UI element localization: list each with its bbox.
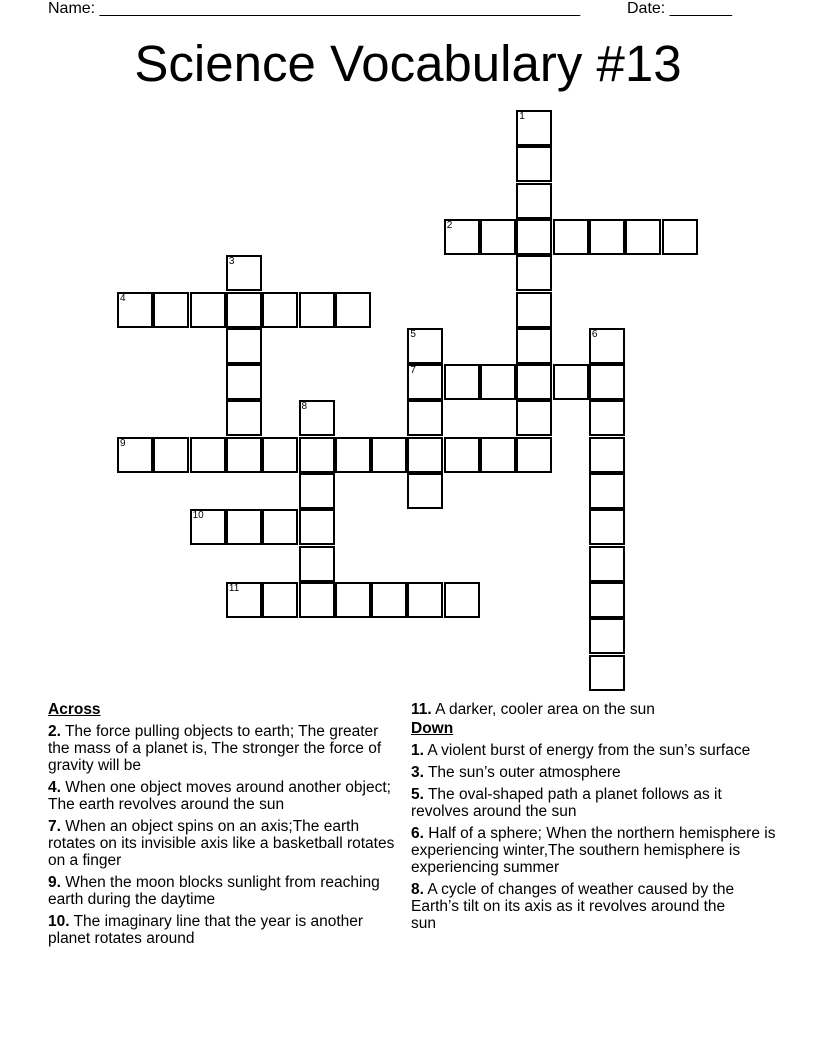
cell-number: 4 (120, 292, 126, 304)
crossword-cell[interactable] (516, 437, 552, 473)
crossword-cell[interactable] (516, 146, 552, 182)
crossword-cell[interactable] (407, 364, 443, 400)
crossword-cell[interactable] (516, 183, 552, 219)
crossword-cell[interactable] (407, 473, 443, 509)
crossword-cell[interactable] (444, 582, 480, 618)
crossword-cell[interactable] (553, 219, 589, 255)
cell-number: 10 (192, 510, 204, 522)
clue-down-1: 1. A violent burst of energy from the sun’s surface (411, 742, 751, 759)
crossword-cell[interactable] (299, 473, 335, 509)
crossword-cell[interactable] (190, 437, 226, 473)
cell-number: 8 (301, 401, 308, 413)
clue-across-7: 7. When an object spins on an axis;The earth rotates on its invisible axis like a basketball rotates on a finger (48, 818, 395, 869)
cell-number: 7 (410, 365, 416, 377)
crossword-cell[interactable] (371, 437, 407, 473)
clue-down-3: 3. The sun’s outer atmosphere (411, 764, 621, 781)
crossword-cell[interactable] (516, 219, 552, 255)
crossword-cell[interactable] (662, 219, 698, 255)
clue-down-6: 6. Half of a sphere; When the northern hemisphere is experiencing winter,The southern hemisphere is experiencing summer (411, 825, 776, 876)
crossword-cell[interactable] (335, 437, 371, 473)
crossword-cell[interactable] (226, 509, 262, 545)
crossword-cell[interactable] (226, 328, 262, 364)
crossword-cell[interactable] (190, 509, 226, 545)
crossword-cell[interactable] (299, 546, 335, 582)
name-field[interactable]: Name: ______________________________________________________ (48, 0, 581, 17)
crossword-cell[interactable] (516, 110, 552, 146)
clue-across-9: 9. When the moon blocks sunlight from reaching earth during the daytime (48, 874, 380, 908)
crossword-cell[interactable] (480, 219, 516, 255)
crossword-cell[interactable] (589, 437, 625, 473)
date-field[interactable]: Date: _______ (627, 0, 732, 17)
clue-across-10: 10. The imaginary line that the year is another planet rotates around (48, 913, 364, 947)
down-heading: Down (411, 720, 454, 737)
clue-across-4: 4. When one object moves around another object; The earth revolves around the sun (48, 779, 391, 813)
crossword-cell[interactable] (226, 255, 262, 291)
crossword-cell[interactable] (516, 292, 552, 328)
crossword-cell[interactable] (444, 437, 480, 473)
crossword-cell[interactable] (589, 400, 625, 436)
crossword-cell[interactable] (407, 328, 443, 364)
crossword-cell[interactable] (589, 509, 625, 545)
clues-column-right (411, 701, 781, 937)
crossword-cell[interactable] (407, 437, 443, 473)
clue-down-8: 8. A cycle of changes of weather caused by the Earth’s tilt on its axis as it revolves around the sun (411, 881, 735, 932)
crossword-cell[interactable] (226, 437, 262, 473)
crossword-cell[interactable] (226, 582, 262, 618)
crossword-cell[interactable] (516, 400, 552, 436)
crossword-cell[interactable] (262, 509, 298, 545)
crossword-cell[interactable] (589, 364, 625, 400)
crossword-cell[interactable] (480, 364, 516, 400)
crossword-cell[interactable] (589, 546, 625, 582)
crossword-cell[interactable] (190, 292, 226, 328)
cell-number: 6 (591, 328, 598, 340)
crossword-cell[interactable] (153, 437, 189, 473)
across-heading: Across (48, 701, 101, 718)
crossword-cell[interactable] (444, 364, 480, 400)
page-title: Science Vocabulary #13 (134, 35, 682, 92)
crossword-cell[interactable] (371, 582, 407, 618)
crossword-cell[interactable] (516, 328, 552, 364)
crossword-cell[interactable] (299, 292, 335, 328)
crossword-cell[interactable] (407, 582, 443, 618)
crossword-cell[interactable] (589, 582, 625, 618)
cell-number: 3 (228, 256, 235, 268)
crossword-cell[interactable] (226, 400, 262, 436)
clue-across-11: 11. A darker, cooler area on the sun (411, 701, 655, 718)
clues-column-left (48, 701, 398, 952)
crossword-cell[interactable] (299, 437, 335, 473)
crossword-cell[interactable] (299, 400, 335, 436)
crossword-cell[interactable] (335, 292, 371, 328)
crossword-cell[interactable] (516, 364, 552, 400)
crossword-cell[interactable] (262, 292, 298, 328)
crossword-cell[interactable] (335, 582, 371, 618)
crossword-cell[interactable] (117, 292, 153, 328)
crossword-cell[interactable] (480, 437, 516, 473)
crossword-cell[interactable] (553, 364, 589, 400)
crossword-cell[interactable] (299, 582, 335, 618)
crossword-cell[interactable] (299, 509, 335, 545)
crossword-cell[interactable] (625, 219, 661, 255)
crossword-cell[interactable] (226, 292, 262, 328)
cell-number: 2 (446, 219, 453, 231)
crossword-cell[interactable] (589, 655, 625, 691)
crossword-cell[interactable] (516, 255, 552, 291)
crossword-cell[interactable] (589, 473, 625, 509)
cell-number: 5 (410, 328, 416, 340)
crossword-cell[interactable] (589, 618, 625, 654)
crossword-cell[interactable] (444, 219, 480, 255)
crossword-cell[interactable] (262, 437, 298, 473)
crossword-cell[interactable] (589, 219, 625, 255)
clue-down-5: 5. The oval-shaped path a planet follows as it revolves around the sun (411, 786, 722, 820)
crossword-cell[interactable] (226, 364, 262, 400)
clue-across-2: 2. The force pulling objects to earth; The greater the mass of a planet is, The stronger the force of gravity will be (48, 723, 382, 774)
cell-number: 1 (519, 111, 525, 122)
cell-number: 9 (120, 437, 126, 449)
crossword-cell[interactable] (589, 328, 625, 364)
crossword-cell[interactable] (262, 582, 298, 618)
crossword-cell[interactable] (407, 400, 443, 436)
cell-number: 11 (228, 582, 240, 594)
crossword-cell[interactable] (153, 292, 189, 328)
crossword-cell[interactable] (117, 437, 153, 473)
